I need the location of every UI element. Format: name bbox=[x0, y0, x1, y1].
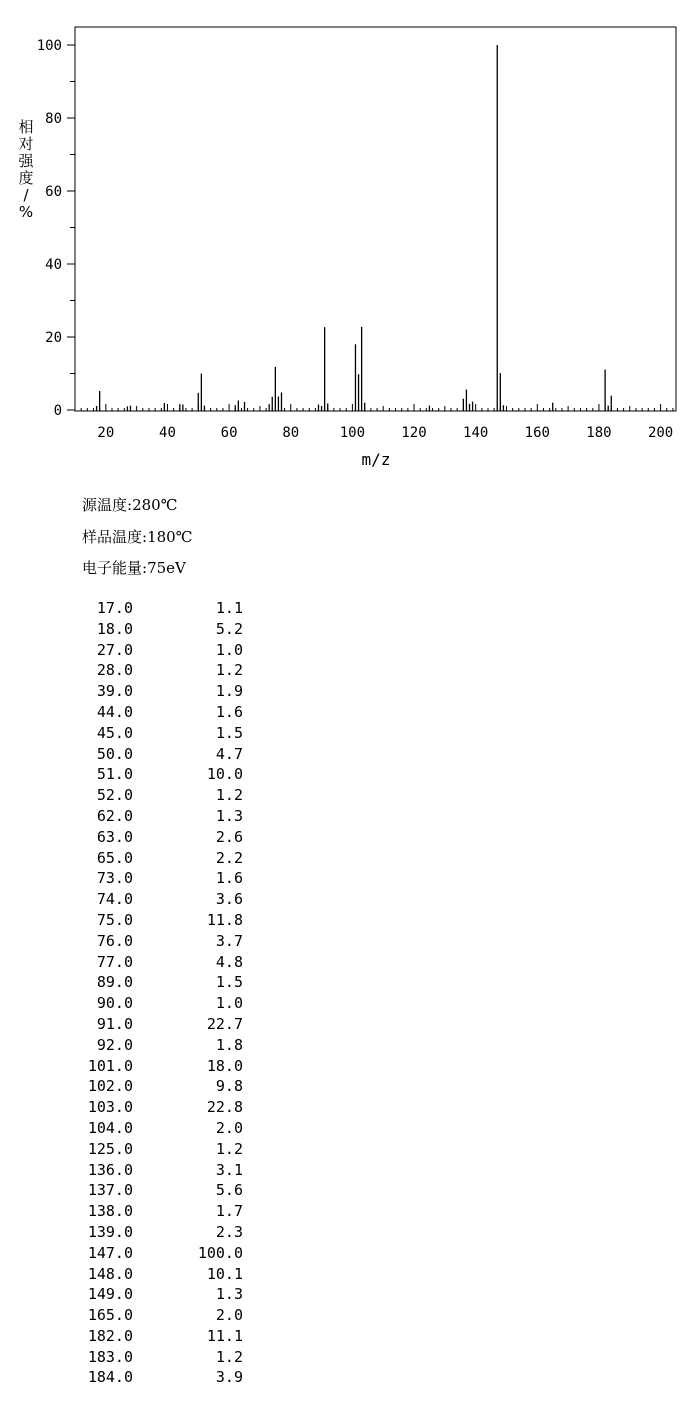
condition-label: 电子能量: bbox=[82, 559, 148, 577]
table-row bbox=[70, 931, 260, 952]
mz-value: 184.0 bbox=[87, 1368, 133, 1387]
abundance-value: 22.8 bbox=[206, 1098, 243, 1117]
mz-value: 182.0 bbox=[87, 1326, 133, 1345]
abundance-value: 1.2 bbox=[215, 661, 243, 680]
mz-value: 183.0 bbox=[87, 1347, 133, 1366]
x-tick-label: 180 bbox=[586, 425, 612, 441]
y-axis bbox=[37, 38, 75, 419]
abundance-value: 1.5 bbox=[215, 973, 243, 992]
abundance-value: 18.0 bbox=[206, 1056, 243, 1075]
table-row bbox=[70, 1160, 260, 1181]
abundance-value: 1.0 bbox=[215, 994, 243, 1013]
abundance-value: 2.2 bbox=[215, 848, 243, 867]
y-tick-label: 60 bbox=[45, 184, 62, 200]
condition-value: 180℃ bbox=[147, 527, 193, 546]
mz-value: 45.0 bbox=[96, 723, 133, 742]
condition-value: 75eV bbox=[147, 559, 186, 577]
table-row bbox=[70, 723, 260, 744]
mz-value: 27.0 bbox=[96, 640, 133, 659]
spectrum-peaks bbox=[97, 45, 612, 411]
mz-value: 103.0 bbox=[87, 1098, 133, 1117]
abundance-value: 2.3 bbox=[215, 1222, 243, 1241]
abundance-value: 100.0 bbox=[197, 1243, 243, 1262]
x-tick-label: 80 bbox=[282, 425, 300, 441]
mz-value: 137.0 bbox=[87, 1181, 133, 1200]
mz-value: 76.0 bbox=[96, 931, 133, 950]
abundance-value: 1.3 bbox=[215, 806, 243, 825]
mz-value: 73.0 bbox=[96, 869, 133, 888]
table-row bbox=[70, 1118, 260, 1139]
mz-value: 136.0 bbox=[87, 1160, 133, 1179]
mz-value: 63.0 bbox=[96, 827, 133, 846]
abundance-value: 1.0 bbox=[215, 640, 243, 659]
table-row bbox=[70, 640, 260, 661]
mz-value: 65.0 bbox=[96, 848, 133, 867]
mz-value: 139.0 bbox=[87, 1222, 133, 1241]
condition-value: 280℃ bbox=[132, 496, 178, 514]
y-tick-label: 20 bbox=[45, 330, 62, 346]
abundance-value: 3.6 bbox=[215, 890, 243, 909]
table-row bbox=[70, 619, 260, 640]
table-row bbox=[70, 827, 260, 848]
y-tick-label: 80 bbox=[45, 111, 62, 127]
table-row bbox=[70, 1264, 260, 1285]
condition-line bbox=[82, 557, 192, 589]
abundance-value: 22.7 bbox=[206, 1014, 243, 1033]
table-row bbox=[70, 1014, 260, 1035]
mz-value: 17.0 bbox=[96, 599, 133, 617]
table-row bbox=[70, 952, 260, 973]
x-axis-label: m/z bbox=[361, 450, 391, 469]
x-tick-label: 20 bbox=[97, 425, 115, 441]
abundance-value: 5.6 bbox=[215, 1181, 243, 1200]
table-row bbox=[70, 1222, 260, 1243]
y-tick-label: 100 bbox=[36, 38, 62, 54]
mz-value: 44.0 bbox=[96, 702, 133, 721]
table-row bbox=[70, 1243, 260, 1264]
mz-value: 147.0 bbox=[87, 1243, 133, 1262]
x-tick-label: 60 bbox=[220, 425, 238, 441]
mz-value: 18.0 bbox=[96, 619, 133, 638]
table-row bbox=[70, 744, 260, 765]
abundance-value: 4.8 bbox=[215, 952, 243, 971]
x-tick-label: 120 bbox=[401, 425, 427, 441]
abundance-value: 2.0 bbox=[215, 1118, 243, 1137]
table-row bbox=[70, 993, 260, 1014]
abundance-value: 10.1 bbox=[206, 1264, 243, 1283]
table-row bbox=[70, 598, 260, 619]
abundance-value: 1.6 bbox=[215, 702, 243, 721]
table-row bbox=[70, 785, 260, 806]
mz-value: 148.0 bbox=[87, 1264, 133, 1283]
plot-frame bbox=[75, 27, 676, 411]
mz-value: 102.0 bbox=[87, 1077, 133, 1096]
abundance-value: 3.1 bbox=[215, 1160, 243, 1179]
abundance-value: 1.2 bbox=[215, 1347, 243, 1366]
mz-value: 138.0 bbox=[87, 1202, 133, 1221]
x-tick-label: 100 bbox=[339, 425, 366, 441]
table-row bbox=[70, 1284, 260, 1305]
table-row bbox=[70, 848, 260, 869]
table-row bbox=[70, 1097, 260, 1118]
mz-value: 28.0 bbox=[96, 661, 133, 680]
mz-value: 50.0 bbox=[96, 744, 133, 763]
table-row bbox=[70, 681, 260, 702]
mz-value: 149.0 bbox=[87, 1285, 133, 1304]
table-row bbox=[70, 910, 260, 931]
abundance-value: 1.9 bbox=[215, 682, 243, 701]
table-row bbox=[70, 1326, 260, 1347]
mz-value: 77.0 bbox=[96, 952, 133, 971]
table-row bbox=[70, 1201, 260, 1222]
abundance-value: 1.8 bbox=[215, 1035, 243, 1054]
table-row bbox=[70, 702, 260, 723]
abundance-value: 5.2 bbox=[215, 619, 243, 638]
mz-value: 104.0 bbox=[87, 1118, 133, 1137]
mz-value: 89.0 bbox=[96, 973, 133, 992]
mz-value: 39.0 bbox=[96, 682, 133, 701]
condition-label: 源温度: bbox=[82, 496, 133, 514]
abundance-value: 3.7 bbox=[215, 931, 243, 950]
abundance-value: 4.7 bbox=[215, 744, 243, 763]
abundance-value: 3.9 bbox=[215, 1368, 243, 1387]
mz-value: 101.0 bbox=[87, 1056, 133, 1075]
mz-value: 62.0 bbox=[96, 806, 133, 825]
abundance-value: 1.3 bbox=[215, 1285, 243, 1304]
mz-value: 75.0 bbox=[96, 910, 133, 929]
mass-spectrum-chart bbox=[0, 0, 687, 480]
abundance-value: 11.8 bbox=[206, 910, 243, 929]
table-row bbox=[70, 1305, 260, 1326]
abundance-value: 10.0 bbox=[206, 765, 243, 784]
table-row bbox=[70, 1180, 260, 1201]
abundance-value: 2.6 bbox=[215, 827, 243, 846]
mz-value: 74.0 bbox=[96, 890, 133, 909]
table-row bbox=[70, 1076, 260, 1097]
experiment-conditions bbox=[82, 494, 192, 589]
table-row bbox=[70, 889, 260, 910]
abundance-value: 9.8 bbox=[215, 1077, 243, 1096]
abundance-value: 1.2 bbox=[215, 1139, 243, 1158]
table-row bbox=[70, 1139, 260, 1160]
abundance-value: 1.1 bbox=[215, 599, 243, 617]
x-tick-label: 140 bbox=[463, 425, 489, 441]
table-row bbox=[70, 1367, 260, 1388]
mz-value: 90.0 bbox=[96, 994, 133, 1013]
abundance-value: 2.0 bbox=[215, 1306, 243, 1325]
condition-line bbox=[82, 494, 192, 526]
x-tick-label: 160 bbox=[524, 425, 550, 441]
mz-value: 51.0 bbox=[96, 765, 133, 784]
x-axis bbox=[81, 404, 673, 441]
abundance-value: 1.6 bbox=[215, 869, 243, 888]
abundance-value: 1.7 bbox=[215, 1202, 243, 1221]
x-tick-label: 200 bbox=[647, 425, 674, 441]
mz-value: 165.0 bbox=[87, 1306, 133, 1325]
table-row bbox=[70, 972, 260, 993]
table-row bbox=[70, 764, 260, 785]
table-row bbox=[70, 1056, 260, 1077]
table-row bbox=[70, 660, 260, 681]
y-tick-label: 0 bbox=[53, 403, 62, 419]
peak-table bbox=[70, 598, 260, 1388]
mz-value: 92.0 bbox=[96, 1035, 133, 1054]
condition-line bbox=[82, 526, 192, 558]
mz-value: 91.0 bbox=[96, 1014, 133, 1033]
table-row bbox=[70, 1347, 260, 1368]
table-row bbox=[70, 1035, 260, 1056]
abundance-value: 1.5 bbox=[215, 723, 243, 742]
condition-label: 样品温度: bbox=[82, 527, 148, 546]
table-row bbox=[70, 868, 260, 889]
mz-value: 52.0 bbox=[96, 786, 133, 805]
x-tick-label: 40 bbox=[159, 425, 176, 441]
y-tick-label: 40 bbox=[45, 257, 62, 273]
abundance-value: 11.1 bbox=[206, 1326, 243, 1345]
mz-value: 125.0 bbox=[87, 1139, 133, 1158]
y-axis-label: 相对强度/ % bbox=[18, 118, 34, 221]
abundance-value: 1.2 bbox=[215, 786, 243, 805]
table-row bbox=[70, 806, 260, 827]
